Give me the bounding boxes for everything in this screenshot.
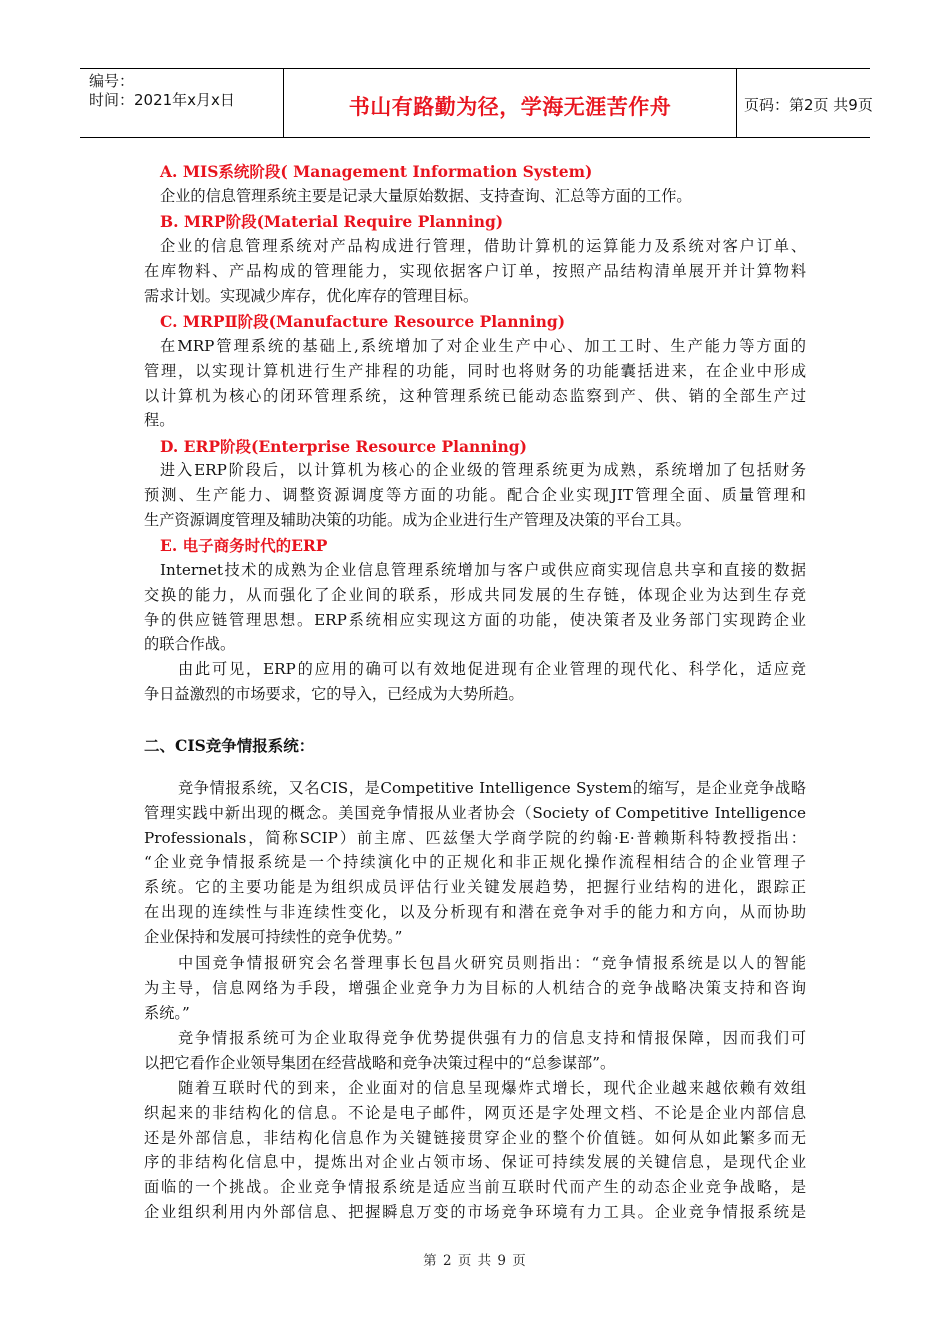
stage-c-heading: C. MRPⅡ阶段(Manufacture Resource Planning) xyxy=(160,312,566,331)
text-line: 系统。它的主要功能是为组织成员评估行业关键发展趋势，把握行业结构的进化，跟踪正 xyxy=(144,878,806,897)
text-line: 的联合作战。 xyxy=(144,635,236,654)
stage-e-text xyxy=(144,558,806,657)
text-line: 管理实践中新出现的概念。美国竞争情报从业者协会（Society of Competitive Intelligence xyxy=(144,803,806,822)
text-line: 还是外部信息，非结构化信息作为关键链接贯穿企业的整个价值链。如何从如此繁多而无 xyxy=(144,1128,806,1147)
header-motto-cell xyxy=(283,69,737,137)
text-line: 交换的能力，从而强化了企业间的联系，形成共同发展的生存链，体现企业为达到生存竞 xyxy=(144,585,806,604)
text-line: 企业组织利用内外部信息、把握瞬息万变的市场竞争环境有力工具。企业竞争情报系统是 xyxy=(144,1202,806,1221)
section-2-heading: 二、CIS竞争情报系统： xyxy=(144,736,315,755)
text-line: 在出现的连续性与非连续性变化，以及分析现有和潜在竞争对手的能力和方向，从而协助 xyxy=(144,902,806,921)
text-line: 以把它看作企业领导集团在经营战略和竞争决策过程中的“总参谋部”。 xyxy=(144,1053,616,1072)
page-footer: 第 2 页 共 9 页 xyxy=(423,1253,527,1269)
text-line: 企业的信息管理系统对产品构成进行管理，借助计算机的运算能力及系统对客户订单、 xyxy=(160,237,806,255)
header-page-cell xyxy=(737,69,873,137)
text-line: 在MRP管理系统的基础上,系统增加了对企业生产中心、加工工时、生产能力等方面的 xyxy=(160,337,806,355)
document-number-label: 编号： xyxy=(89,72,135,90)
text-line: 由此可见，ERP的应用的确可以有效地促进现有企业管理的现代化、科学化，适应竞 xyxy=(178,660,806,678)
stage-b-text xyxy=(144,234,806,308)
cis-paragraph-1 xyxy=(144,776,806,950)
text-line: 进入ERP阶段后，以计算机为核心的企业级的管理系统更为成熟，系统增加了包括财务 xyxy=(160,461,806,479)
document-date: 时间：2021年x月x日 xyxy=(89,91,235,109)
text-line: 程。 xyxy=(144,411,175,430)
cis-paragraph-3 xyxy=(144,1026,806,1076)
text-line: 中国竞争情报研究会名誉理事长包昌火研究员则指出：“竞争情报系统是以人的智能 xyxy=(178,954,806,972)
text-line: 以计算机为核心的闭环管理系统，这种管理系统已能动态监察到产、供、销的全部生产过 xyxy=(144,386,806,405)
stage-e-heading: E. 电子商务时代的ERP xyxy=(160,536,328,555)
stage-d-heading: D. ERP阶段(Enterprise Resource Planning) xyxy=(160,437,527,456)
text-line: 面临的一个挑战。企业竞争情报系统是适应当前互联时代而产生的动态企业竞争战略，是 xyxy=(144,1178,806,1197)
text-line: 企业保持和发展可持续性的竞争优势。” xyxy=(144,927,403,946)
stage-a-text xyxy=(160,184,806,209)
text-line: Internet技术的成熟为企业信息管理系统增加与客户或供应商实现信息共享和直接的数据 xyxy=(160,561,806,579)
text-line: Professionals，简称SCIP）前主席、匹兹堡大学商学院的约翰·E·普赖斯科特教授指出： xyxy=(144,828,806,847)
stage-d-text xyxy=(144,458,806,532)
text-line: “企业竞争情报系统是一个持续演化中的正规化和非正规化操作流程相结合的企业管理子 xyxy=(144,853,806,872)
conclusion-paragraph xyxy=(144,657,806,707)
text-line: 争的供应链管理思想。ERP系统相应实现这方面的功能，使决策者及业务部门实现跨企业 xyxy=(144,610,806,629)
text-line: 竞争情报系统，又名CIS，是Competitive Intelligence System的缩写，是企业竞争战略 xyxy=(178,779,806,797)
stage-b-heading: B. MRP阶段(Material Require Planning) xyxy=(160,212,504,231)
header-meta-cell xyxy=(80,69,283,137)
text-line: 序的非结构化信息中，提炼出对企业占领市场、保证可持续发展的关键信息，是现代企业 xyxy=(144,1153,806,1172)
page-header xyxy=(80,68,873,138)
text-line: 系统。” xyxy=(144,1003,190,1022)
text-line: 企业的信息管理系统主要是记录大量原始数据、支持查询、汇总等方面的工作。 xyxy=(160,187,692,205)
header-motto: 书山有路勤为径，学海无涯苦作舟 xyxy=(348,95,672,119)
text-line: 为主导，信息网络为手段，增强企业竞争力为目标的人机结合的竞争战略决策支持和咨询 xyxy=(144,978,806,997)
cis-paragraph-2 xyxy=(144,951,806,1025)
text-line: 竞争情报系统可为企业取得竞争优势提供强有力的信息支持和情报保障，因而我们可 xyxy=(178,1029,806,1047)
text-line: 在库物料、产品构成的管理能力，实现依据客户订单，按照产品结构清单展开并计算物料 xyxy=(144,261,806,280)
text-line: 管理，以实现计算机进行生产排程的功能，同时也将财务的功能囊括进来，在企业中形成 xyxy=(144,361,806,380)
header-page-code: 页码：第2页 共9页 xyxy=(744,96,873,114)
stage-c-text xyxy=(144,334,806,433)
text-line: 生产资源调度管理及辅助决策的功能。成为企业进行生产管理及决策的平台工具。 xyxy=(144,510,691,529)
text-line: 争日益激烈的市场要求，它的导入，已经成为大势所趋。 xyxy=(144,684,524,703)
text-line: 随着互联时代的到来，企业面对的信息呈现爆炸式增长，现代企业越来越依赖有效组 xyxy=(178,1079,806,1097)
cis-paragraph-4 xyxy=(144,1076,806,1225)
stage-a-heading: A. MIS系统阶段( Management Information System) xyxy=(160,162,593,181)
text-line: 需求计划。实现减少库存，优化库存的管理目标。 xyxy=(144,286,479,305)
text-line: 预测、生产能力、调整资源调度等方面的功能。配合企业实现JIT管理全面、质量管理和 xyxy=(144,485,806,504)
text-line: 织起来的非结构化的信息。不论是电子邮件，网页还是字处理文档、不论是企业内部信息 xyxy=(144,1103,806,1122)
